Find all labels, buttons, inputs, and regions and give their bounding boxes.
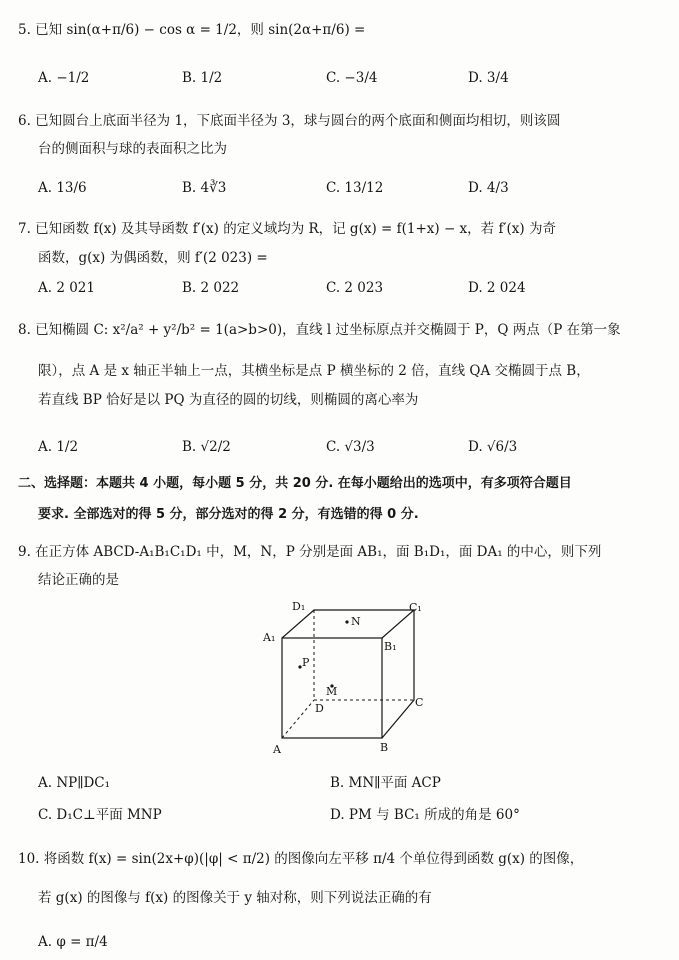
q9-option-b: B. MN∥平面 ACP <box>330 775 441 791</box>
q5-option-c: C. −3/4 <box>326 70 378 86</box>
label-p: P <box>302 656 310 669</box>
cube-top-edges <box>282 610 414 638</box>
q5-stem: 5. 已知 sin(α+π/6) − cos α = 1/2，则 sin(2α+π/6) = <box>18 22 366 38</box>
q8-option-a: A. 1/2 <box>38 439 79 455</box>
point-n <box>345 620 348 623</box>
q7-option-d: D. 2 024 <box>468 280 526 296</box>
label-d: D <box>315 702 324 715</box>
q5-option-d: D. 3/4 <box>468 70 509 86</box>
q10-option-a: A. φ = π/4 <box>38 934 108 950</box>
q8-option-d: D. √6/3 <box>468 439 518 455</box>
q6-line-2: 台的侧面积与球的表面积之比为 <box>38 141 227 157</box>
label-m: M <box>326 685 338 698</box>
label-n: N <box>351 615 361 628</box>
q9-option-d: D. PM 与 BC₁ 所成的角是 60° <box>330 807 520 823</box>
q7-option-b: B. 2 022 <box>182 280 240 296</box>
q9-line-2: 结论正确的是 <box>38 572 119 588</box>
label-a: A <box>273 743 281 756</box>
cube-right-edges <box>382 610 414 738</box>
q5-option-a: A. −1/2 <box>38 70 90 86</box>
q7-line-2: 函数，g(x) 为偶函数，则 f′(2 023) = <box>38 250 268 266</box>
q9-line-1: 9. 在正方体 ABCD-A₁B₁C₁D₁ 中，M，N，P 分别是面 AB₁，面 B₁D₁，面 DA₁ 的中心，则下列 <box>18 544 602 560</box>
label-c: C <box>415 696 424 709</box>
q6-option-b: B. 4∛3 <box>182 180 227 196</box>
q8-line-1: 8. 已知椭圆 C: x²/a² + y²/b² = 1(a>b>0)，直线 l 过坐标原点并交椭圆于 P，Q 两点（P 在第一象 <box>18 322 621 338</box>
label-d1: D₁ <box>292 600 306 613</box>
label-a1: A₁ <box>263 631 276 644</box>
label-b1: B₁ <box>384 640 397 653</box>
q7-option-c: C. 2 023 <box>326 280 384 296</box>
q6-option-c: C. 13/12 <box>326 180 384 196</box>
q8-line-2: 限），点 A 是 x 轴正半轴上一点，其横坐标是点 P 横坐标的 2 倍，直线 QA 交椭圆于点 B， <box>38 363 590 379</box>
q8-option-c: C. √3/3 <box>326 439 375 455</box>
q10-line-2: 若 g(x) 的图像与 f(x) 的图像关于 y 轴对称，则下列说法正确的有 <box>38 890 432 906</box>
q7-line-1: 7. 已知函数 f(x) 及其导函数 f′(x) 的定义域均为 R，记 g(x) = f(1+x) − x，若 f′(x) 为奇 <box>18 221 556 237</box>
q10-line-1: 10. 将函数 f(x) = sin(2x+φ)(|φ| < π/2) 的图像向左平移 π/4 个单位得到函数 g(x) 的图像， <box>18 851 584 867</box>
section-2-heading-line-1: 二、选择题：本题共 4 小题，每小题 5 分，共 20 分. 在每小题给出的选项中，有多项符合题目 <box>18 476 572 491</box>
q9-option-a: A. NP∥DC₁ <box>38 775 111 791</box>
q7-option-a: A. 2 021 <box>38 280 95 296</box>
q6-option-a: A. 13/6 <box>38 180 87 196</box>
q9-option-c: C. D₁C⊥平面 MNP <box>38 807 162 823</box>
q8-option-b: B. √2/2 <box>182 439 231 455</box>
q6-line-1: 6. 已知圆台上底面半径为 1，下底面半径为 3，球与圆台的两个底面和侧面均相切，则该圆 <box>18 113 561 129</box>
cube-figure <box>258 598 438 758</box>
q5-option-b: B. 1/2 <box>182 70 223 86</box>
q8-line-3: 若直线 BP 恰好是以 PQ 为直径的圆的切线，则椭圆的离心率为 <box>38 392 419 408</box>
label-c1: C₁ <box>409 601 422 614</box>
q6-option-d: D. 4/3 <box>468 180 509 196</box>
label-b: B <box>380 741 389 754</box>
section-2-heading-line-2: 要求. 全部选对的得 5 分，部分选对的得 2 分，有选错的得 0 分. <box>38 507 419 522</box>
cube-hidden-edge-ad <box>282 700 314 738</box>
